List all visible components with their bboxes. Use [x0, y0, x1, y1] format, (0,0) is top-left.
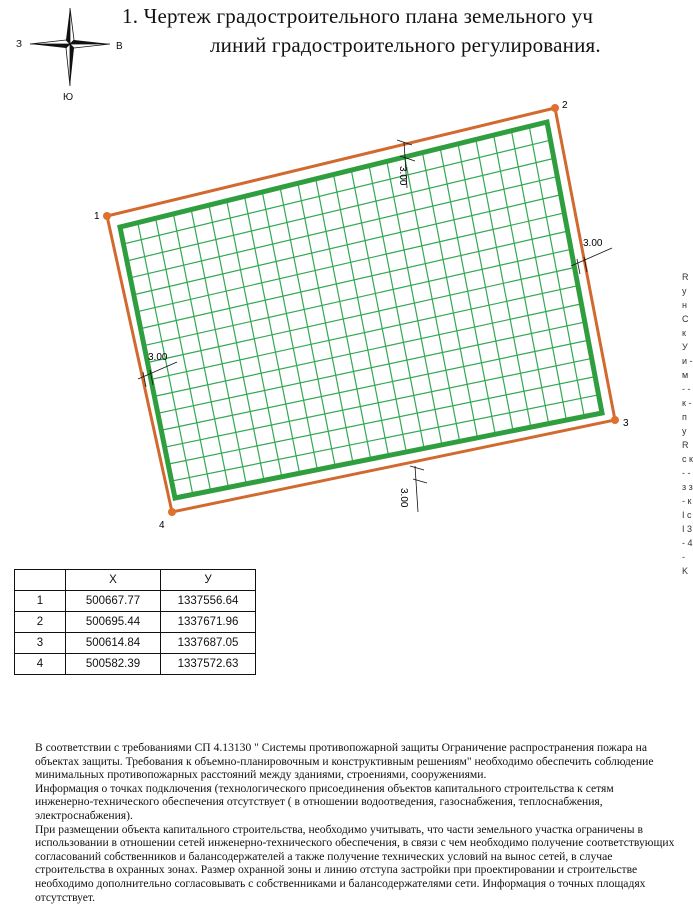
point-label-2: 2: [562, 100, 568, 111]
notes-block: [35, 741, 675, 904]
compass-west-label: З: [16, 39, 23, 50]
grid-line: [165, 358, 592, 447]
setback-label-top: 3.00: [397, 166, 408, 186]
table-header-cell: У: [161, 570, 256, 591]
setback-label-bottom: 3.00: [398, 488, 409, 508]
boundary-point-2: [551, 104, 559, 112]
table-cell: 500667.77: [66, 591, 161, 612]
grid-line: [158, 322, 585, 413]
boundary-point-4: [168, 508, 176, 516]
point-label-4: 4: [159, 520, 165, 531]
note-paragraph: При размещении объекта капитального строительства, необходимо учитывать, что части земельного участка ограничены в использовании в отношении сетей инженерно-технического обеспечения, в связи с чем необходимо получение соответствующих согласований собственников и балансодержателей а также получение технических условий на вынос сетей, в случае строительства в охранных зонах. Размер охранной зоны и линию отступа застройки при проектировании и строительстве необходимо дополнительно согласовывать с собственниками и балансодержателями сети. Информация о точных площадях отсутствует.: [35, 822, 675, 904]
table-cell: 1337671.96: [161, 612, 256, 633]
table-header-cell: [15, 570, 66, 591]
note-paragraph: В соответствии с требованиями СП 4.13130 " Системы противопожарной защиты Ограничение распространения пожара на объектах защиты. Требования к объемно-планировочным и конструктивным решениям" необходимо обеспечить соблюдение минимальных противопожарных расстояний между зданиями, строениями, сооружениями.: [35, 741, 654, 782]
grid-line: [161, 340, 588, 430]
grid-line: [168, 377, 595, 465]
table-row: [15, 654, 256, 675]
table-cell: 4: [15, 654, 66, 675]
setback-label-right: 3.00: [583, 238, 603, 249]
grid-line: [154, 304, 581, 397]
table-row: [15, 591, 256, 612]
page-title-line-2: линий градостроительного регулирования.: [210, 33, 601, 57]
coordinates-table: [14, 569, 256, 675]
grid-line: [144, 249, 571, 345]
table-cell: 500614.84: [66, 633, 161, 654]
table-cell: 3: [15, 633, 66, 654]
table-cell: 2: [15, 612, 66, 633]
table-cell: 500582.39: [66, 654, 161, 675]
grid-line: [148, 268, 575, 363]
table-cell: 1337687.05: [161, 633, 256, 654]
point-label-3: 3: [623, 418, 629, 429]
compass-east-label: В: [116, 41, 123, 52]
table-cell: 1337556.64: [161, 591, 256, 612]
cropped-edge-text: R у н С к У и - м - - к - п у R с к - - з з - к I с I 3 - 4 - K: [682, 272, 693, 576]
grid-line: [151, 286, 578, 380]
point-label-1: 1: [94, 211, 100, 222]
table-cell: 500695.44: [66, 612, 161, 633]
table-cell: 1: [15, 591, 66, 612]
note-paragraph: Информация о точках подключения (технологического присоединения объектов капитального строительства к сетям инженерно-технического обеспечения отсутствует ( в отношении водоотведения, газоснабжения, теплоснабжения, электроснабжения).: [35, 781, 614, 822]
table-row: [15, 633, 256, 654]
page-title-line-1: 1. Чертеж градостроительного плана земельного уч: [122, 4, 594, 28]
boundary-point-1: [103, 212, 111, 220]
compass-south-label: Ю: [63, 92, 74, 103]
setback-label-left: 3.00: [148, 352, 168, 363]
setback-dimension-bottom: [398, 466, 427, 512]
boundary-point-3: [611, 416, 619, 424]
table-cell: 1337572.63: [161, 654, 256, 675]
table-header-row: [15, 570, 256, 591]
compass-icon: [30, 8, 110, 86]
table-header-cell: X: [66, 570, 161, 591]
table-row: [15, 612, 256, 633]
